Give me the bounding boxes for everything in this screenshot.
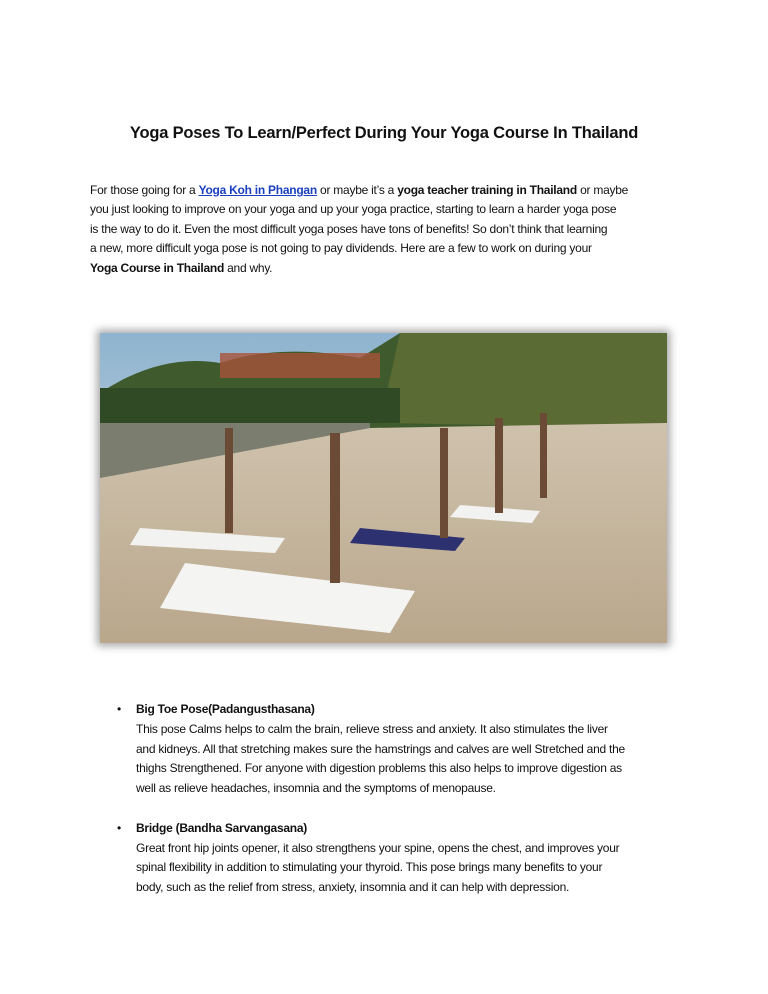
pose-1-line: and kidneys. All that stretching makes sure the hamstrings and calves are well Stretched and the <box>136 741 625 756</box>
text: For those going for a <box>90 183 199 197</box>
photo-illustration <box>100 333 667 643</box>
pose-2-line: spinal flexibility in addition to stimulating your thyroid. This pose brings many benefits to your <box>136 860 603 874</box>
pose-2-line: Great front hip joints opener, it also strengthens your spine, opens the chest, and improves your <box>136 840 620 855</box>
page-title: Yoga Poses To Learn/Perfect During Your Yoga Course In Thailand <box>129 124 639 142</box>
yoga-class-beach-photo <box>100 333 667 643</box>
intro-line-3: is the way to do it. Even the most difficult yoga poses have tons of benefits! So don’t think that learning <box>90 221 608 236</box>
intro-line-4: a new, more difficult yoga pose is not going to pay dividends. Here are a few to work on during your <box>90 241 592 255</box>
pose-heading: Bridge (Bandha Sarvangasana) <box>136 821 308 835</box>
pose-1-line: thighs Strengthened. For anyone with digestion problems this also helps to improve digestion as <box>136 761 622 775</box>
pose-1-name <box>136 700 315 719</box>
pose-1-line: well as relieve headaches, insomnia and the symptoms of menopause. <box>136 780 496 795</box>
pose-1-line: This pose Calms helps to calm the brain, relieve stress and anxiety. It also stimulates the liver <box>136 722 608 736</box>
intro-line-1 <box>90 181 628 200</box>
bold-text: yoga teacher training in Thailand <box>397 183 577 197</box>
text: or maybe it’s a <box>316 183 398 197</box>
pose-2-line: body, such as the relief from stress, anxiety, insomnia and it can help with depression. <box>136 879 570 894</box>
pose-heading: Big Toe Pose(Padangusthasana) <box>136 702 315 716</box>
bullet-icon: • <box>117 702 121 716</box>
intro-line-5 <box>90 259 272 278</box>
bold-text: Yoga Course in Thailand <box>90 260 225 275</box>
yoga-koh-phangan-link[interactable]: Yoga Koh in Phangan <box>198 183 317 197</box>
text: or maybe <box>576 183 629 197</box>
text: and why. <box>224 260 273 275</box>
pose-2-name <box>136 819 307 838</box>
bullet-icon: • <box>117 821 121 835</box>
intro-line-2: you just looking to improve on your yoga and up your yoga practice, starting to learn a harder yoga pose <box>90 202 617 216</box>
